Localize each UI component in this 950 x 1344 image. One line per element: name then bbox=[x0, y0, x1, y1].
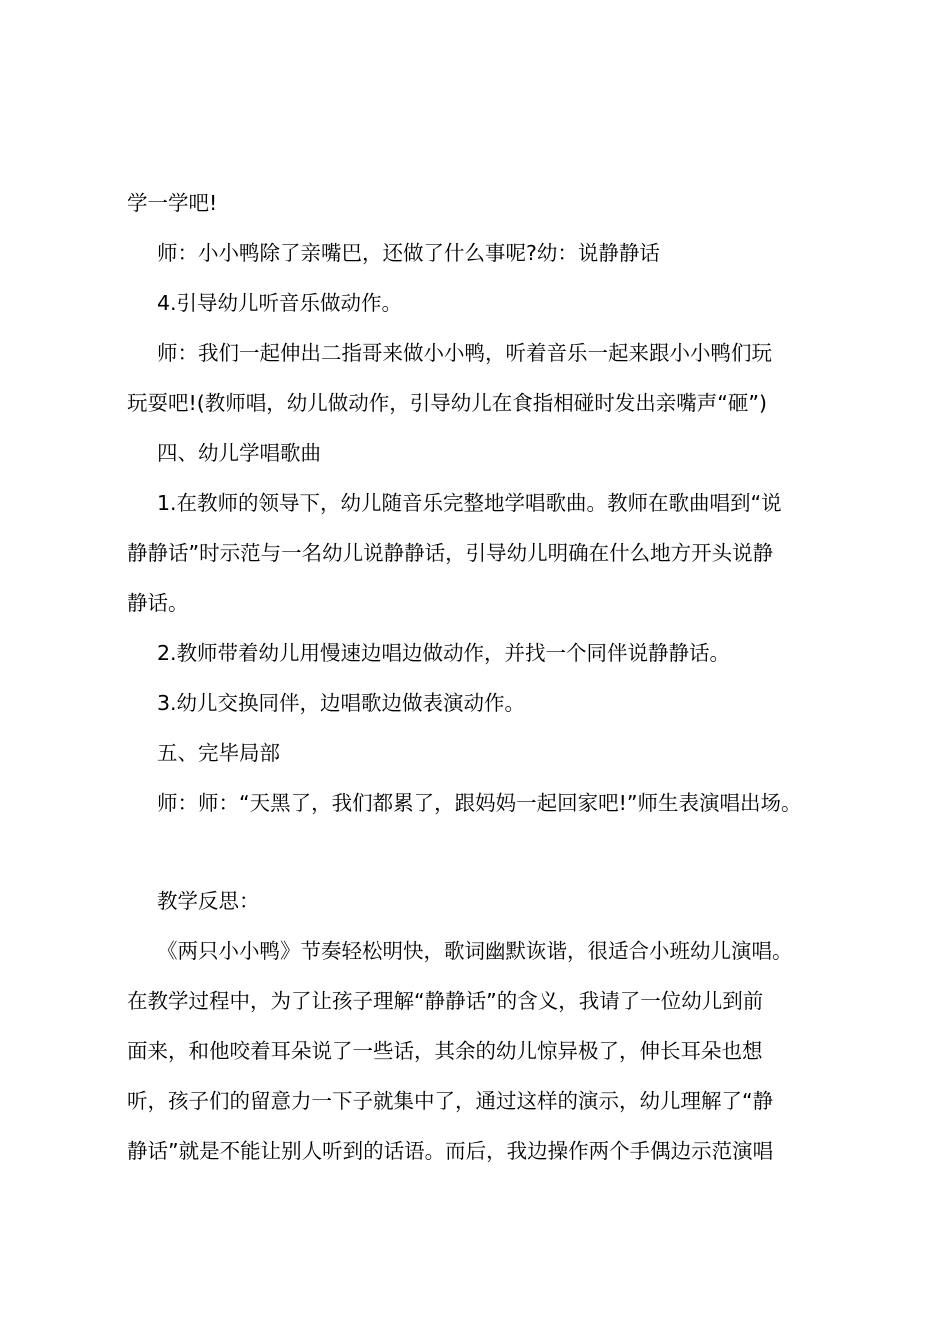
text-line: 学一学吧! bbox=[127, 191, 218, 215]
text-line: 静话”就是不能让别人听到的话语。而后，我边操作两个手偶边示范演唱 bbox=[127, 1139, 774, 1163]
section-heading: 五、完毕局部 bbox=[157, 741, 280, 765]
text-line: 玩耍吧!(教师唱，幼儿做动作，引导幼儿在食指相碰时发出亲嘴声“砸”) bbox=[127, 391, 767, 415]
text-line: 静静话”时示范与一名幼儿说静静话，引导幼儿明确在什么地方开头说静 bbox=[127, 541, 774, 565]
text-line: 听，孩子们的留意力一下子就集中了，通过这样的演示，幼儿理解了“静 bbox=[127, 1089, 774, 1113]
text-line: 2.教师带着幼儿用慢速边唱边做动作，并找一个同伴说静静话。 bbox=[157, 641, 731, 665]
text-line: 3.幼儿交换同伴，边唱歌边做表演动作。 bbox=[157, 691, 526, 715]
text-line: 师：小小鸭除了亲嘴巴，还做了什么事呢?幼：说静静话 bbox=[157, 241, 660, 265]
text-line: 面来，和他咬着耳朵说了一些话，其余的幼儿惊异极了，伸长耳朵也想 bbox=[127, 1039, 763, 1063]
text-line: 师：师：“天黑了，我们都累了，跟妈妈一起回家吧!”师生表演唱出场。 bbox=[157, 791, 802, 815]
text-line: 师：我们一起伸出二指哥来做小小鸭，听着音乐一起来跟小小鸭们玩 bbox=[157, 341, 772, 365]
section-heading: 四、幼儿学唱歌曲 bbox=[157, 441, 321, 465]
text-line: 4.引导幼儿听音乐做动作。 bbox=[157, 291, 403, 315]
text-line: 1.在教师的领导下，幼儿随音乐完整地学唱歌曲。教师在歌曲唱到“说 bbox=[157, 491, 782, 515]
text-line: 《两只小小鸭》节奏轻松明快，歌词幽默诙谐，很适合小班幼儿演唱。 bbox=[157, 939, 793, 963]
text-line: 静话。 bbox=[127, 591, 189, 615]
section-heading: 教学反思： bbox=[157, 889, 260, 913]
text-line: 在教学过程中，为了让孩子理解“静静话”的含义，我请了一位幼儿到前 bbox=[127, 989, 764, 1013]
